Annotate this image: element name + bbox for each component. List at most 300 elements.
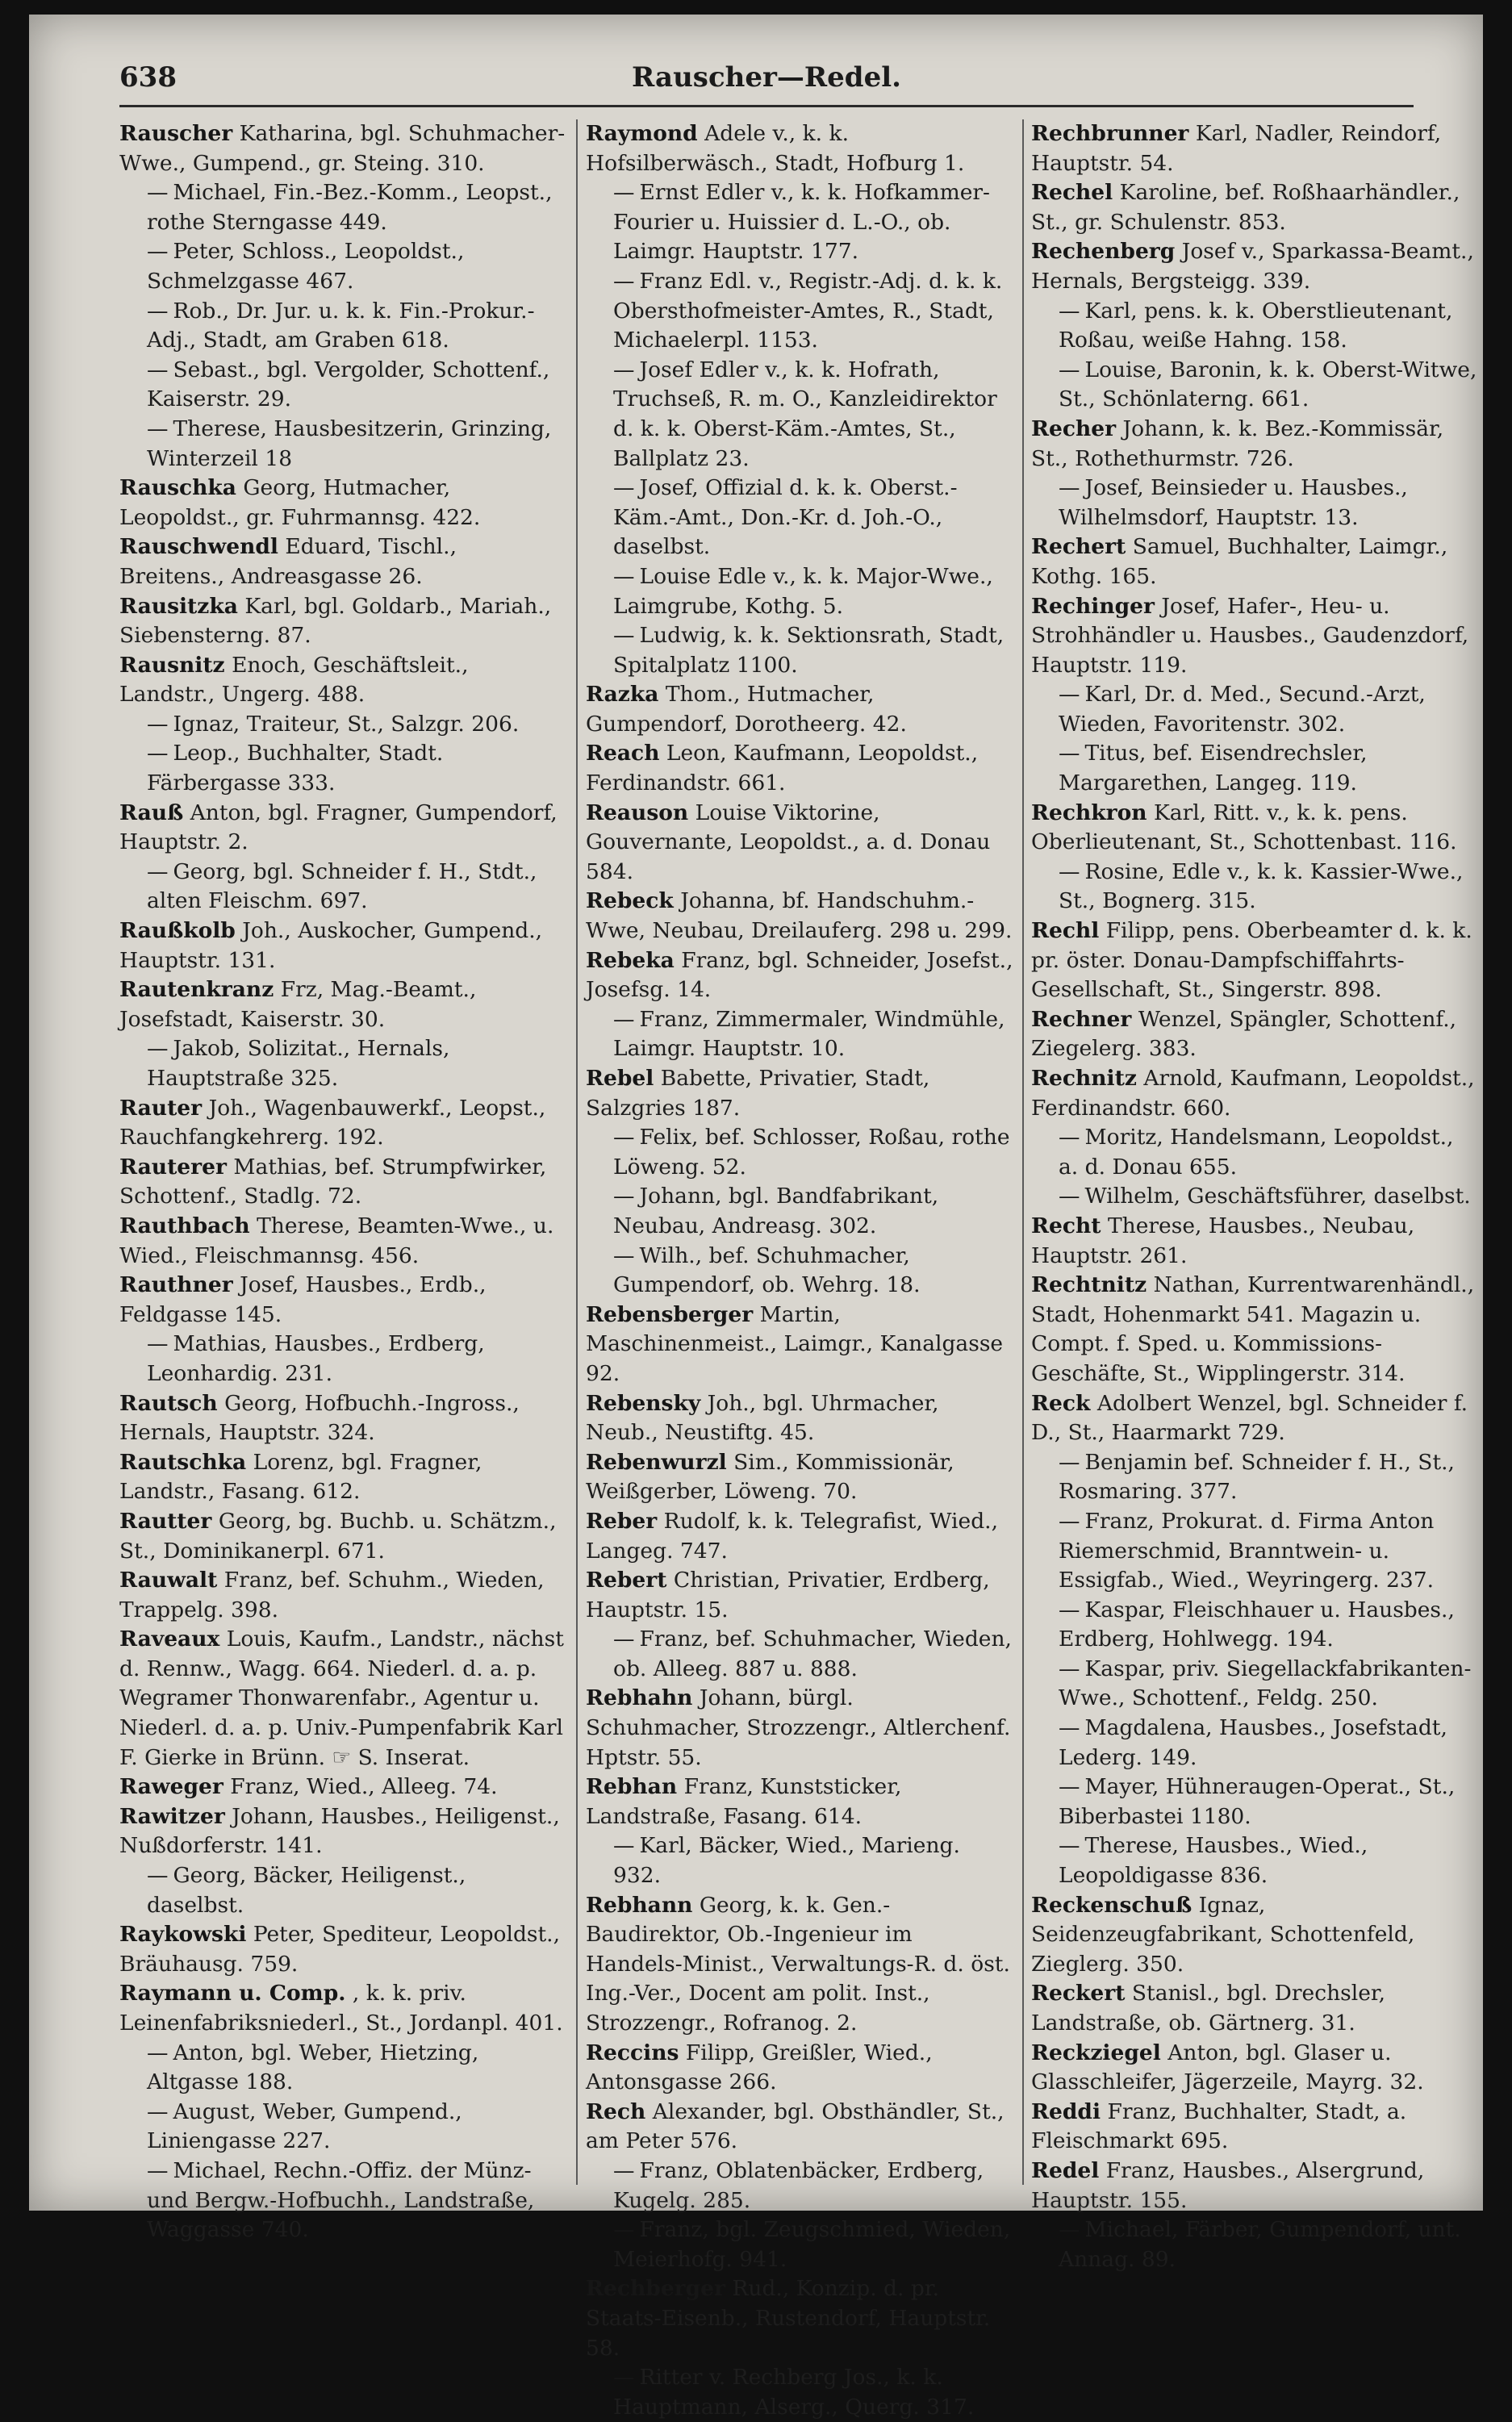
surname: Rechert — [1031, 534, 1126, 560]
directory-entry — [586, 1301, 1013, 1389]
surname: Recht — [1031, 1213, 1101, 1238]
entry-details: Wilh., bef. Schuhmacher, Gumpendorf, ob. Wehrg. 18. — [613, 1242, 921, 1298]
directory-entry — [586, 1182, 1013, 1241]
ditto-dash: — — [147, 2157, 169, 2183]
ditto-dash: — — [613, 1184, 635, 1209]
surname: Rechtnitz — [1031, 1272, 1147, 1298]
ditto-dash: — — [1059, 1715, 1080, 1741]
directory-entry — [119, 178, 568, 237]
ditto-dash: — — [1059, 1656, 1080, 1681]
surname: Rebhann — [586, 1892, 693, 1918]
directory-entry — [586, 562, 1013, 621]
entry-details: Josef, Hafer-, Heu- u. Strohhändler u. Hausbes., Gaudenzdorf, Hauptstr. 119. — [1031, 593, 1469, 678]
ditto-dash: — — [613, 2157, 635, 2183]
ditto-dash: — — [1059, 1125, 1080, 1150]
directory-entry — [586, 1566, 1013, 1625]
directory-entry — [119, 1507, 568, 1566]
entry-details: Joh., Wagenbauwerkf., Leopst., Rauchfangkehrerg. 192. — [119, 1095, 546, 1150]
entry-details: Felix, bef. Schlosser, Roßau, rothe Löweng. 52. — [613, 1125, 1010, 1180]
directory-entry — [1031, 532, 1480, 591]
ditto-dash: — — [613, 2365, 635, 2391]
ditto-dash: — — [147, 415, 169, 441]
surname: Rebert — [586, 1568, 667, 1593]
directory-entry — [1031, 2215, 1480, 2274]
entry-details: Franz, bgl. Schneider, Josefst., Josefsg. 14. — [586, 947, 1013, 1003]
entry-details: Magdalena, Hausbes., Josefstadt, Lederg. 149. — [1059, 1715, 1447, 1770]
entry-details: Arnold, Kaufmann, Leopoldst., Ferdinandstr. 660. — [1031, 1066, 1475, 1121]
surname: Rauterer — [119, 1154, 227, 1180]
entry-details: Rudolf, k. k. Telegrafist, Wied., Langeg. 747. — [586, 1508, 999, 1564]
ditto-dash: — — [613, 357, 635, 382]
surname: Rauthner — [119, 1272, 233, 1298]
directory-entry — [119, 1153, 568, 1212]
entry-details: Georg, Hofbuchh.-Ingross., Hernals, Hauptstr. 324. — [119, 1390, 520, 1446]
entry-details: Georg, Bäcker, Heiligenst., daselbst. — [147, 1863, 466, 1918]
entry-details: Karoline, bef. Roßhaarhändler., St., gr. Schulenstr. 853. — [1031, 180, 1460, 235]
ditto-dash: — — [613, 180, 635, 206]
directory-entry — [1031, 1831, 1480, 1890]
directory-entry — [586, 2363, 1013, 2422]
surname: Rautter — [119, 1508, 212, 1534]
surname: Reach — [586, 741, 660, 766]
entry-details: Peter, Schloss., Leopoldst., Schmelzgasse 467. — [147, 239, 465, 294]
ditto-dash: — — [147, 357, 169, 382]
entry-details: Mayer, Hühneraugen-Operat., St., Biberbastei 1180. — [1059, 1774, 1456, 1829]
directory-entry — [119, 356, 568, 415]
entry-details: Joh., bgl. Uhrmacher, Neub., Neustiftg. 45. — [586, 1390, 939, 1446]
surname: Reber — [586, 1508, 658, 1534]
directory-entry — [119, 1625, 568, 1773]
directory-entry — [1031, 1182, 1480, 1212]
directory-entry — [1031, 1507, 1480, 1596]
entry-details: Franz, bef. Schuhmacher, Wieden, ob. Alleeg. 887 u. 888. — [613, 1626, 1012, 1681]
directory-entry — [119, 1034, 568, 1093]
entry-details: Christian, Privatier, Erdberg, Hauptstr. 15. — [586, 1568, 990, 1622]
directory-entry — [1031, 1212, 1480, 1271]
entry-details: Sim., Kommissionär, Weißgerber, Löweng. 70. — [586, 1449, 954, 1505]
entry-details: Michael, Rechn.-Offiz. der Münz- und Bergw.-Hofbuchh., Landstraße, Waggasse 740. — [147, 2157, 535, 2243]
entry-details: Louise Edle v., k. k. Major-Wwe., Laimgrube, Kothg. 5. — [613, 563, 993, 619]
entry-details: Karl, bgl. Goldarb., Mariah., Siebensterng. 87. — [119, 593, 552, 649]
entry-details: Filipp, Greißler, Wied., Antonsgasse 266. — [586, 2040, 933, 2095]
entry-details: Franz, Oblatenbäcker, Erdberg, Kugelg. 285. — [613, 2157, 984, 2213]
directory-entry — [586, 1773, 1013, 1831]
directory-entry — [119, 975, 568, 1034]
running-title: Rauscher—Redel. — [632, 61, 901, 94]
ditto-dash: — — [1059, 1184, 1080, 1209]
directory-entry — [1031, 474, 1480, 532]
directory-entry — [1031, 1448, 1480, 1507]
entry-details: Wilhelm, Geschäftsführer, daselbst. — [1084, 1184, 1471, 1209]
directory-entry — [119, 592, 568, 651]
surname: Rautsch — [119, 1390, 218, 1416]
surname: Raymann u. Comp. — [119, 1981, 346, 2007]
entry-details: Mathias, Hausbes., Erdberg, Leonhardig. 231. — [147, 1331, 485, 1386]
directory-entry — [119, 739, 568, 798]
surname: Rebensky — [586, 1390, 701, 1416]
ditto-dash: — — [147, 2040, 169, 2065]
ditto-dash: — — [147, 298, 169, 324]
entry-details: Georg, k. k. Gen.-Baudirektor, Ob.-Ingenieur im Handels-Minist., Verwaltungs-R. d. öst. Ing.-Ver., Docent am polit. Inst., Strozzengr., Rofranog. 2. — [586, 1892, 1010, 2036]
entry-details: Eduard, Tischl., Breitens., Andreasgasse 26. — [119, 534, 457, 589]
entry-details: Josef v., Sparkassa-Beamt., Hernals, Bergsteigg. 339. — [1031, 239, 1474, 294]
directory-entry — [586, 2274, 1013, 2363]
directory-entry — [586, 474, 1013, 562]
directory-entry — [119, 1271, 568, 1330]
entry-details: Franz Edl. v., Registr.-Adj. d. k. k. Obersthofmeister-Amtes, R., Stadt, Michaelerpl. 1153. — [613, 268, 1003, 353]
directory-entry — [119, 1861, 568, 1920]
entry-details: Rob., Dr. Jur. u. k. k. Fin.-Prokur.-Adj., Stadt, am Graben 618. — [147, 298, 535, 353]
directory-entry — [586, 680, 1013, 739]
entry-details: Wenzel, Spängler, Schottenf., Ziegelerg. 383. — [1031, 1006, 1457, 1062]
directory-entry — [1031, 2098, 1480, 2157]
surname: Rechnitz — [1031, 1066, 1137, 1091]
directory-entry — [119, 474, 568, 532]
entry-details: Ernst Edler v., k. k. Hofkammer-Fourier u. Huissier d. L.-O., ob. Laimgr. Hauptstr. 177. — [613, 180, 991, 265]
entry-details: Nathan, Kurrentwarenhändl., Stadt, Hohenmarkt 541. Magazin u. Compt. f. Sped. u. Kommissions-Geschäfte, St., Wipplingerstr. 314. — [1031, 1272, 1475, 1386]
directory-entry — [1031, 1005, 1480, 1064]
entry-details: August, Weber, Gumpend., Liniengasse 227. — [147, 2098, 462, 2154]
surname: Rauter — [119, 1095, 203, 1121]
ditto-dash: — — [1059, 1833, 1080, 1859]
ditto-dash: — — [613, 623, 635, 649]
directory-page — [29, 15, 1483, 2420]
surname: Rechbrunner — [1031, 121, 1189, 146]
surname: Raveaux — [119, 1626, 220, 1652]
column-divider — [1022, 119, 1024, 2185]
entry-details: Lorenz, bgl. Fragner, Landstr., Fasang. 612. — [119, 1449, 482, 1505]
entry-details: Jakob, Solizitat., Hernals, Hauptstraße 325. — [147, 1036, 450, 1091]
surname: Rawitzer — [119, 1803, 225, 1829]
ditto-dash: — — [147, 1863, 169, 1889]
surname: Rausitzka — [119, 593, 238, 619]
entry-details: Titus, bef. Eisendrechsler, Margarethen, Langeg. 119. — [1059, 741, 1368, 796]
directory-entry — [119, 532, 568, 591]
surname: Raymond — [586, 121, 698, 146]
directory-entry — [1031, 1655, 1480, 1714]
ditto-dash: — — [147, 2098, 169, 2124]
directory-entry — [586, 621, 1013, 680]
directory-entry — [586, 2039, 1013, 2098]
directory-entry — [1031, 356, 1480, 415]
entry-details: Josef, Beinsieder u. Hausbes., Wilhelmsdorf, Hauptstr. 13. — [1059, 475, 1408, 530]
directory-entry — [586, 1507, 1013, 1566]
entry-details: Peter, Spediteur, Leopoldst., Bräuhausg. 759. — [119, 1922, 561, 1977]
directory-entry — [1031, 1271, 1480, 1388]
entry-details: Georg, Hutmacher, Leopoldst., gr. Fuhrmannsg. 422. — [119, 475, 481, 530]
directory-column-1 — [119, 119, 568, 2243]
surname: Rechner — [1031, 1006, 1132, 1032]
entry-details: Josef, Offizial d. k. k. Oberst.-Käm.-Amt., Don.-Kr. d. Joh.-O., daselbst. — [613, 475, 958, 560]
directory-entry — [119, 651, 568, 710]
entry-details: Alexander, bgl. Obsthändler, St., am Peter 576. — [586, 2098, 1005, 2154]
entry-details: Louise, Baronin, k. k. Oberst-Witwe, St., Schönlaterng. 661. — [1059, 357, 1477, 412]
surname: Rauscher — [119, 121, 233, 146]
entry-details: Therese, Hausbes., Neubau, Hauptstr. 261. — [1031, 1213, 1415, 1268]
directory-entry — [119, 119, 568, 178]
ditto-dash: — — [147, 711, 169, 737]
directory-entry — [119, 1212, 568, 1271]
ditto-dash: — — [1059, 1449, 1080, 1475]
directory-entry — [586, 178, 1013, 267]
directory-entry — [119, 297, 568, 356]
surname: Rechenberg — [1031, 239, 1176, 265]
directory-entry — [119, 1094, 568, 1153]
entry-details: Samuel, Buchhalter, Laimgr., Kothg. 165. — [1031, 534, 1448, 589]
entry-details: Johanna, bf. Handschuhm.-Wwe, Neubau, Dreilauferg. 298 u. 299. — [586, 888, 1013, 944]
entry-details: Michael, Fin.-Bez.-Komm., Leopst., rothe Sterngasse 449. — [147, 180, 553, 235]
ditto-dash: — — [613, 563, 635, 589]
surname: Recher — [1031, 415, 1117, 441]
surname: Rebhan — [586, 1774, 678, 1800]
entry-details: Katharina, bgl. Schuhmacher-Wwe., Gumpend., gr. Steing. 310. — [119, 121, 566, 176]
surname: Rebhahn — [586, 1685, 693, 1711]
entry-details: Franz, bef. Schuhm., Wieden, Trappelg. 398. — [119, 1568, 545, 1622]
ditto-dash: — — [613, 268, 635, 294]
entry-details: Johann, Hausbes., Heiligenst., Nußdorferstr. 141. — [119, 1803, 560, 1859]
entry-details: Therese, Hausbesitzerin, Grinzing, Winterzeil 18 — [147, 415, 552, 471]
directory-column-3 — [1031, 119, 1480, 2272]
surname: Reckert — [1031, 1981, 1126, 2007]
entry-details: Mathias, bef. Strumpfwirker, Schottenf., Stadlg. 72. — [119, 1154, 547, 1209]
surname: Reck — [1031, 1390, 1091, 1416]
directory-entry — [119, 237, 568, 296]
surname: Rauthbach — [119, 1213, 250, 1238]
entry-details: Ignaz, Traiteur, St., Salzgr. 206. — [173, 711, 520, 737]
surname: Raußkolb — [119, 918, 236, 944]
surname: Raweger — [119, 1774, 223, 1800]
entry-details: Karl, pens. k. k. Oberstlieutenant, Roßau, weiße Hahng. 158. — [1059, 298, 1453, 353]
page-header — [119, 56, 1414, 105]
surname: Redel — [1031, 2157, 1100, 2183]
entry-details: Ritter v. Rechberg Jos., k. k. Hauptmann, Alserg., Querg. 317. — [613, 2365, 975, 2420]
surname: Rebeka — [586, 947, 675, 973]
directory-entry — [119, 710, 568, 740]
directory-entry — [119, 2157, 568, 2245]
ditto-dash: — — [1059, 1597, 1080, 1622]
entry-details: Franz, Buchhalter, Stadt, a. Fleischmarkt 695. — [1031, 2098, 1407, 2154]
entry-details: Anton, bgl. Weber, Hietzing, Altgasse 188. — [147, 2040, 479, 2095]
directory-column-2 — [586, 119, 1013, 2420]
directory-entry — [1031, 415, 1480, 474]
directory-entry — [1031, 739, 1480, 798]
ditto-dash: — — [1059, 1774, 1080, 1800]
entry-details: Karl, Bäcker, Wied., Marieng. 932. — [613, 1833, 960, 1889]
ditto-dash: — — [147, 858, 169, 884]
surname: Rebel — [586, 1066, 654, 1091]
entry-details: Ignaz, Seidenzeugfabrikant, Schottenfeld, Zieglerg. 350. — [1031, 1892, 1415, 1977]
directory-entry — [586, 1123, 1013, 1182]
directory-entry — [1031, 799, 1480, 858]
directory-entry — [1031, 858, 1480, 917]
directory-entry — [119, 858, 568, 917]
entry-details: Franz, Prokurat. d. Firma Anton Riemerschmid, Branntwein- u. Essigfab., Wied., Weyringerg. 237. — [1059, 1508, 1435, 1593]
entry-details: Ludwig, k. k. Sektionsrath, Stadt, Spitalplatz 1100. — [613, 623, 1005, 678]
ditto-dash: — — [147, 239, 169, 265]
directory-entry — [1031, 1596, 1480, 1655]
directory-entry — [119, 2098, 568, 2157]
directory-entry — [586, 1242, 1013, 1301]
surname: Rechkron — [1031, 800, 1147, 825]
surname: Reckenschuß — [1031, 1892, 1192, 1918]
surname: Reauson — [586, 800, 689, 825]
directory-entry — [586, 2157, 1013, 2215]
directory-entry — [586, 1448, 1013, 1507]
directory-entry — [1031, 917, 1480, 1005]
ditto-dash: — — [1059, 682, 1080, 708]
surname: Rauwalt — [119, 1568, 218, 1593]
header-rule — [119, 105, 1414, 107]
entry-details: Joh., Auskocher, Gumpend., Hauptstr. 131. — [119, 918, 543, 973]
directory-entry — [586, 1684, 1013, 1773]
entry-details: Johann, k. k. Bez.-Kommissär, St., Rothethurmstr. 726. — [1031, 415, 1444, 471]
surname: Rebeck — [586, 888, 674, 914]
directory-entry — [1031, 119, 1480, 178]
directory-entry — [119, 1979, 568, 2038]
entry-details: Adolbert Wenzel, bgl. Schneider f. D., St., Haarmarkt 729. — [1031, 1390, 1468, 1446]
ditto-dash: — — [613, 1833, 635, 1859]
entry-details: Benjamin bef. Schneider f. H., St., Rosmaring. 377. — [1059, 1449, 1455, 1505]
directory-entry — [586, 1891, 1013, 2039]
entry-details: Karl, Dr. d. Med., Secund.-Arzt, Wieden, Favoritenstr. 302. — [1059, 682, 1426, 737]
ditto-dash: — — [613, 1242, 635, 1268]
entry-details: Leop., Buchhalter, Stadt. Färbergasse 333. — [147, 741, 444, 796]
entry-details: Filipp, pens. Oberbeamter d. k. k. pr. öster. Donau-Dampfschiffahrts-Gesellschaft, St., Singerstr. 898. — [1031, 918, 1472, 1003]
surname: Rauschka — [119, 475, 236, 501]
surname: Rechel — [1031, 180, 1113, 206]
ditto-dash: — — [613, 1125, 635, 1150]
entry-details: Stanisl., bgl. Drechsler, Landstraße, ob. Gärtnerg. 31. — [1031, 1981, 1386, 2036]
entry-details: Franz, bgl. Zeugschmied, Wieden, Meierhofg. 941. — [613, 2217, 1011, 2272]
directory-entry — [1031, 178, 1480, 237]
entry-details: Karl, Ritt. v., k. k. pens. Oberlieutenant, St., Schottenbast. 116. — [1031, 800, 1457, 855]
ditto-dash: — — [1059, 298, 1080, 324]
ditto-dash: — — [1059, 357, 1080, 382]
ditto-dash: — — [1059, 741, 1080, 766]
directory-entry — [1031, 1064, 1480, 1123]
surname: Razka — [586, 682, 659, 708]
directory-entry — [1031, 1891, 1480, 1980]
entry-details: Anton, bgl. Glaser u. Glasschleifer, Jägerzeile, Mayrg. 32. — [1031, 2040, 1424, 2095]
directory-entry — [1031, 680, 1480, 739]
ditto-dash: — — [147, 741, 169, 766]
surname: Rech — [586, 2098, 646, 2124]
directory-entry — [1031, 1773, 1480, 1831]
directory-entry — [1031, 1714, 1480, 1773]
directory-entry — [1031, 1123, 1480, 1182]
entry-details: Rud., Konzip. d. pr. Staats-Eisenb., Rustendorf, Hauptstr. 58. — [586, 2276, 991, 2361]
ditto-dash: — — [147, 1331, 169, 1357]
surname: Rautenkranz — [119, 977, 274, 1003]
entry-details: Thom., Hutmacher, Gumpendorf, Dorotheerg. 42. — [586, 682, 907, 737]
entry-details: Anton, bgl. Fragner, Gumpendorf, Hauptstr. 2. — [119, 800, 558, 855]
directory-entry — [586, 1005, 1013, 1064]
entry-details: Josef, Hausbes., Erdb., Feldgasse 145. — [119, 1272, 487, 1327]
surname: Raykowski — [119, 1922, 247, 1948]
entry-details: Franz, Zimmermaler, Windmühle, Laimgr. Hauptstr. 10. — [613, 1006, 1005, 1062]
entry-details: Martin, Maschinenmeist., Laimgr., Kanalgasse 92. — [586, 1301, 1004, 1386]
entry-details: Therese, Beamten-Wwe., u. Wied., Fleischmannsg. 456. — [119, 1213, 554, 1268]
directory-entry — [119, 1448, 568, 1507]
entry-details: Georg, bgl. Schneider f. H., Stdt., alten Fleischm. 697. — [147, 858, 537, 914]
directory-entry — [119, 799, 568, 858]
entry-details: Louis, Kaufm., Landstr., nächst d. Rennw., Wagg. 664. Niederl. d. a. p. Wegramer Thonwarenfabr., Agentur u. Niederl. d. a. p. Univ.-Pumpenfabrik Karl F. Gierke in Brünn. ☞ S. Inserat. — [119, 1626, 564, 1770]
surname: Reddi — [1031, 2098, 1101, 2124]
directory-entry — [586, 267, 1013, 356]
directory-entry — [119, 1566, 568, 1625]
entry-details: Franz, Hausbes., Alsergrund, Hauptstr. 155. — [1031, 2157, 1425, 2213]
entry-details: Leon, Kaufmann, Leopoldst., Ferdinandstr. 661. — [586, 741, 979, 796]
surname: Rebenwurzl — [586, 1449, 727, 1475]
directory-entry — [119, 1330, 568, 1388]
ditto-dash: — — [1059, 475, 1080, 501]
entry-details: Enoch, Geschäftsleit., Landstr., Ungerg. 488. — [119, 652, 469, 708]
surname: Rauß — [119, 800, 184, 825]
ditto-dash: — — [613, 1006, 635, 1032]
directory-entry — [119, 1920, 568, 1979]
directory-entry — [586, 1064, 1013, 1123]
directory-entry — [119, 2039, 568, 2098]
surname: Reckziegel — [1031, 2040, 1161, 2065]
ditto-dash: — — [1059, 2217, 1080, 2243]
entry-details: Michael, Färber, Gumpendorf, unt. Annag. 89. — [1059, 2217, 1461, 2272]
directory-entry — [586, 1831, 1013, 1890]
entry-details: Kaspar, priv. Siegellackfabrikanten-Wwe., Schottenf., Feldg. 250. — [1059, 1656, 1472, 1711]
column-divider — [576, 119, 578, 2185]
ditto-dash: — — [147, 1036, 169, 1062]
entry-details: Josef Edler v., k. k. Hofrath, Truchseß, R. m. O., Kanzleidirektor d. k. k. Oberst-Käm.-Amtes, St., Ballplatz 23. — [613, 357, 997, 471]
entry-details: Adele v., k. k. Hofsilberwäsch., Stadt, Hofburg 1. — [586, 121, 965, 176]
entry-details: Therese, Hausbes., Wied., Leopoldigasse 836. — [1059, 1833, 1368, 1889]
directory-entry — [1031, 2157, 1480, 2215]
entry-details: Moritz, Handelsmann, Leopoldst., a. d. Donau 655. — [1059, 1125, 1454, 1180]
directory-entry — [586, 2215, 1013, 2274]
directory-entry — [586, 739, 1013, 798]
directory-entry — [119, 1802, 568, 1861]
entry-details: Karl, Nadler, Reindorf, Hauptstr. 54. — [1031, 121, 1442, 176]
ditto-dash: — — [147, 180, 169, 206]
entry-details: Louise Viktorine, Gouvernante, Leopoldst., a. d. Donau 584. — [586, 800, 991, 884]
directory-entry — [119, 1773, 568, 1802]
directory-entry — [1031, 1979, 1480, 2038]
directory-entry — [586, 887, 1013, 946]
ditto-dash: — — [613, 475, 635, 501]
entry-details: Kaspar, Fleischhauer u. Hausbes., Erdberg, Hohlwegg. 194. — [1059, 1597, 1455, 1652]
directory-entry — [586, 1625, 1013, 1684]
surname: Rautschka — [119, 1449, 247, 1475]
directory-entry — [119, 1389, 568, 1448]
directory-entry — [586, 2098, 1013, 2157]
directory-entry — [1031, 592, 1480, 681]
entry-details: Johann, bürgl. Schuhmacher, Strozzengr., Altlerchenf. Hptstr. 55. — [586, 1685, 1011, 1770]
directory-entry — [119, 415, 568, 474]
entry-details: Johann, bgl. Bandfabrikant, Neubau, Andreasg. 302. — [613, 1184, 939, 1238]
directory-entry — [586, 946, 1013, 1005]
directory-entry — [586, 799, 1013, 887]
entry-details: Babette, Privatier, Stadt, Salzgries 187. — [586, 1066, 930, 1121]
directory-entry — [586, 356, 1013, 474]
entry-details: Rosine, Edle v., k. k. Kassier-Wwe., St., Bognerg. 315. — [1059, 858, 1464, 914]
directory-entry — [1031, 1389, 1480, 1448]
surname: Reccins — [586, 2040, 679, 2065]
directory-entry — [1031, 237, 1480, 296]
directory-entry — [119, 917, 568, 975]
page-number: 638 — [119, 61, 177, 94]
surname: Rechl — [1031, 918, 1100, 944]
ditto-dash: — — [1059, 858, 1080, 884]
surname: Rechberger — [586, 2276, 725, 2302]
entry-details: Frz, Mag.-Beamt., Josefstadt, Kaiserstr. 30. — [119, 977, 477, 1032]
